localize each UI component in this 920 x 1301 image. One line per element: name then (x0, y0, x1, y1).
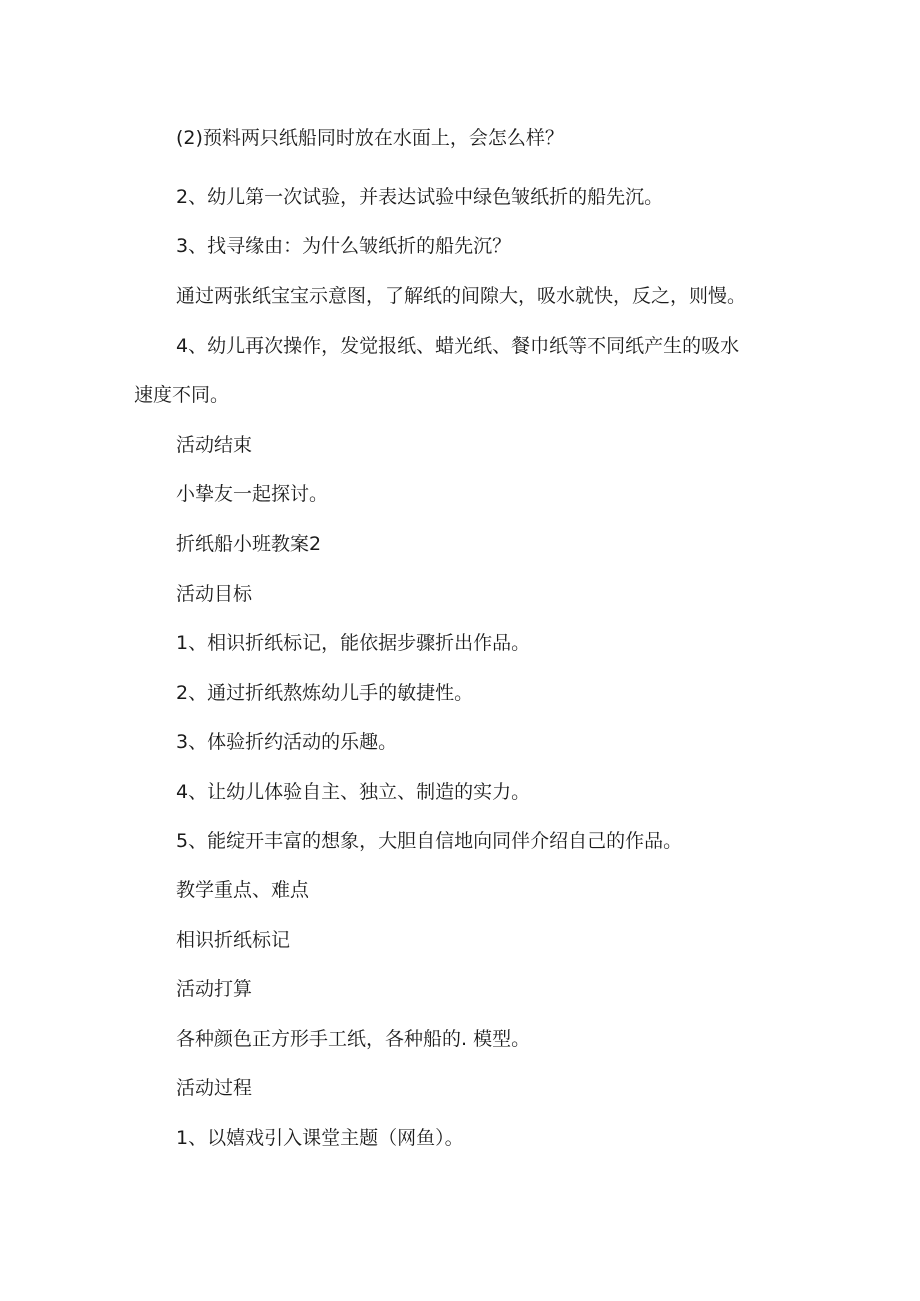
process-item-1: 1、以嬉戏引入课堂主题（网鱼）。 (176, 1127, 464, 1149)
text-line-17: 相识折纸标记 (176, 929, 291, 951)
goal-item-5: 5、能绽开丰富的想象，大胆自信地向同伴介绍自己的作品。 (176, 830, 683, 852)
text-line-19: 各种颜色正方形手工纸，各种船的. 模型。 (176, 1028, 531, 1050)
text-line-6: 速度不同。 (134, 384, 230, 406)
section-heading-key-points: 教学重点、难点 (176, 879, 310, 901)
section-heading-preparation: 活动打算 (176, 978, 253, 1000)
section-heading-activity-end: 活动结束 (176, 434, 253, 456)
text-line-5: 4、幼儿再次操作，发觉报纸、蜡光纸、餐巾纸等不同纸产生的吸水 (176, 335, 740, 357)
text-line-2: 2、幼儿第一次试验，并表达试验中绿色皱纸折的船先沉。 (176, 186, 664, 208)
text-line-1: (2)预料两只纸船同时放在水面上，会怎么样？ (176, 127, 564, 149)
goal-item-1: 1、相识折纸标记，能依据步骤折出作品。 (176, 632, 531, 654)
lesson-title: 折纸船小班教案2 (176, 533, 322, 555)
section-heading-process: 活动过程 (176, 1077, 253, 1099)
goal-item-2: 2、通过折纸熬炼幼儿手的敏捷性。 (176, 682, 474, 704)
text-line-4: 通过两张纸宝宝示意图，了解纸的间隙大，吸水就快，反之，则慢。 (176, 285, 747, 307)
goal-item-4: 4、让幼儿体验自主、独立、制造的实力。 (176, 781, 531, 803)
section-heading-goals: 活动目标 (176, 583, 253, 605)
text-line-8: 小挚友一起探讨。 (176, 483, 329, 505)
goal-item-3: 3、体验折约活动的乐趣。 (176, 731, 398, 753)
text-line-3: 3、找寻缘由：为什么皱纸折的船先沉？ (176, 235, 512, 257)
